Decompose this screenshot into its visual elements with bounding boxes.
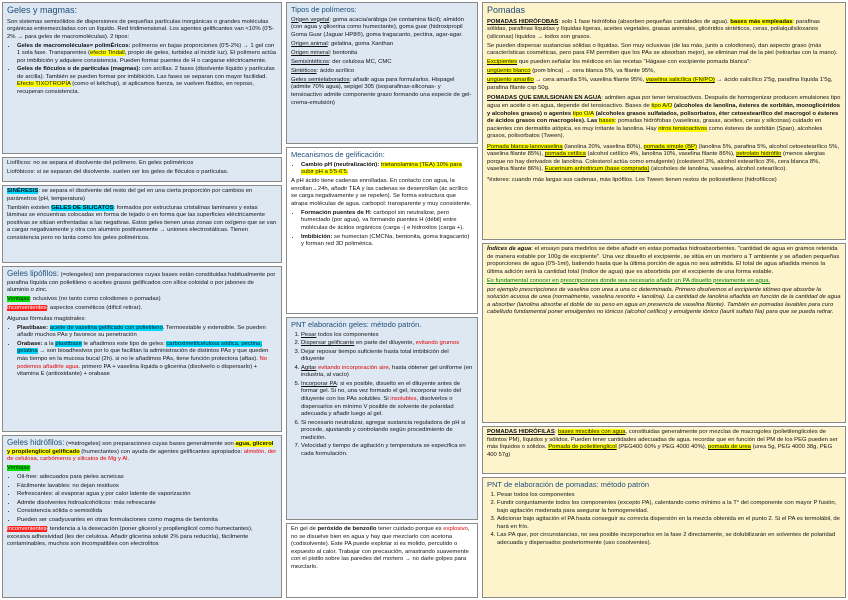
- geles-type-floculos: • Geles de flóculos o de partículas (magmas): con arcillas. 2 fases (disolvente líquido y partículas de arcilla). También se pueden formar por imbibición. Las fases se separan con mayor facilidad. Efecto TIXOTROPÍA (como el kétchup), si aplicamos fuerza, se vuelven fluidos, en reposo, recuperan consistencia.: [17, 66, 277, 96]
- hidrofilos-ventajas-label: Ventajas:: [7, 465, 32, 472]
- lipofilos-inconvenientes: Inconvenientes: aspectos cosméticos (difícil retirar).: [7, 305, 143, 312]
- peroxido-note-box: [286, 523, 478, 598]
- pomadas-box: [482, 2, 846, 240]
- lipofilos-ventajas: Ventajas: oclusivos (no tanto como colodiones o pomadas): [7, 296, 161, 303]
- pomadas-excipientes: Excipientes que pueden señalar los médicos en las recetas "Hágase con excipiente pomada blanca":: [487, 59, 751, 66]
- lipofilos-box: [2, 266, 282, 432]
- pnt-geles-step: 4. Agitar evitando incorporación aire, hasta obtener gel uniforme (en industria, al vacío): [301, 365, 473, 380]
- pomadas-title: Pomadas: [487, 5, 526, 15]
- pomadas-hidrofilas: POMADAS HIDRÓFILAS: bases miscibles con agua, constituidas generalmente por mezclas de macrogoles (polietilenglicoles de fistintos PM), líquidos y sólidos. Pueden tener cantidades adecuadas de agua. recordar que en función del PM de los PEG pueden ser más líquidos o sólidos. Pomada de polietilenglicol (PEG400 60% y PEG 4000 40%), pomada de urea (urea 5g, PEG 4000 38g, PEG 400 57g): [487, 429, 838, 458]
- hidrofilos-box: [2, 435, 282, 598]
- pnt-pomadas-step: 2. Fundir conjuntamente todos los componentes (excepto PA), calentando como mínimo a la T° del componente con mayor P fusión, bajo agitación moderada para asegurar la homogeneidad.: [497, 500, 841, 515]
- unguento-blanco: ungüento blanco (pom blnca) → cera blanca 5%, va filante 95%,: [487, 68, 655, 75]
- liofilicos-line: Liofílicos: no se separa el disolvente del polímero. En geles poliméricos: [7, 160, 194, 166]
- mecanismo-puentes-h: • Formación puentes de H: carbopol sin neutralizar, pero humectado (por agua), va formando puentes H (débil) entre moléculas de ácidos orgánicos (carga -) e hidroxilos (carga +).: [301, 210, 473, 233]
- polimero-line: Origen animal: gelatina, goma Xanthan: [291, 40, 394, 47]
- pomadas-esteres-note: *ésteres: cuando más largas sus cadenas, más lipófilos. Los Tween tienen restos de polioxietileno (hidrofílicos): [487, 176, 777, 183]
- mecanismo-ph: • Cambio pH (neutralización): trietanolamina (TEA) 10% para subir pH a 5'5-6'5.: [301, 162, 473, 177]
- mecanismos-para: A pH ácido tiene cadenas enrolladas. En contacto con agua, la enrollan→24h, añadir TEA y las cadenas se desenrollan (ác acrílico se carga negativamente y se repelen). Se forma estructura que atrapa moléculas de agua. carbopol: transparente y muy consistente.: [291, 178, 472, 207]
- pnt-geles-step: 5. Incorporar PA: si es posible, disuelto en el diluyente antes de formar gel. Si no, una vez formado el gel, incorporar resto del diluyente con los PAs solubles. Si insolubles, disolverlos o dispersarlos en mínimo V posible de solvente de polaridad adecuada y añadir luego al gel.: [301, 381, 473, 419]
- mecanismos-box: [286, 147, 478, 314]
- mecanismos-list-1: [291, 162, 473, 177]
- pnt-geles-step: 7. Velocidad y tiempo de agitación y temperatura se especifica en cada formulación.: [301, 443, 473, 458]
- pomadas-dispersion: Se pueden dispersar sustancias sólidas o líquidas. Son muy oclusivas (de las más, junto a colodiones), dan aspecto graso (más características cosméticas, pero para FM permiten que los PAs se absorban mejor), se eliminan mal de la piel (retirarlas con la mano).: [487, 42, 838, 57]
- hidrofilos-ventaja: • Consistencia sólida o semisólida: [17, 508, 277, 516]
- polimero-line: Semisintéticos: der celulosa MC, CMC: [291, 58, 392, 65]
- polimero-line: Geles semielaborados: añadir agua para formularlos. Hispagel (admite 70% agua), sepigel 305 (isoparafinas-siliconas- y tensioactivo admite componente graso formando una especie de gel-crema-emulsión): [291, 76, 472, 106]
- hidrofilos-ventaja: • Refrescantes: al evaporar agua y por calor latente de vaporización: [17, 491, 277, 499]
- pomadas-lanolina: Pomada blanca-lanovaselina (lanolina 20%, vaselina 80%), pomada simple (BP) (lanolina 5%, parafina 5%, alcohol cetoestearílico 5%, vaselina filante 85%), pomada cetílica (alcohol cetílico 4%, lanolina 10%, vaselina filante 86%), petrolato hidrófilo (menos alergias porque no hay derivados de lanolina. Colesterol actúa como emulgente) (colesterol 3%, alcohol estearílico 3%, cera blanca 8%, vaselina filante 86%), Eucerinum anhidricum (base comprada) (alcoholes de lanolina, vaselina, alcohol cetearílico).: [487, 143, 840, 173]
- geles-magmas-box: [2, 2, 282, 154]
- polimero-line: Sintéticos: ácido acrílico: [291, 67, 355, 74]
- polimeros-title: Tipos de polímeros:: [291, 5, 357, 14]
- geles-intro: Son sistemas semisólidos de dispersiones de pequeñas partículas inorgánicas o grandes moléculas orgánicas entremezcladas con un líquido. Red tridimensional. Los agentes gelificantes van <10% (0'5-2% → para geles de macromoléculas). 2 tipos:: [7, 18, 274, 40]
- lipofilos-formulas: Algunas fórmulas magistrales:: [7, 315, 86, 322]
- pnt-geles-step: 3. Dejar reposar tiempo suficiente hasta total imbibición del diluyente: [301, 349, 473, 364]
- unguento-amarillo: ungüento amarillo → cera amarilla 5%, vaselina filante 95%, vaselina salicílica (FN/PO) → ácido salicílico 2'5g, parafina líquida 1'5g, parafina filante csp 50g.: [487, 77, 833, 91]
- lipofilos-intro: Geles lipófilos: (=oleogeles) son preparaciones cuyas bases están constituidas habitualmente por parafina líquida con polietileno o aceites grasos gelificados con sílice coloidal o por jabones de aluminio o zinc.: [7, 269, 276, 294]
- polimero-line: Origen vegetal: goma acacia/arábiga (se contamina fácil); almidón (con agua y glicerina como humectante), goma guar (hidroxipropil Goma Guar (Jaguar HP8®), goma tragacanto, pectina, agar-agar.: [291, 16, 464, 38]
- indices-para-1: Índices de agua: el ensayo para medirlos se debe añadir en estas pomadas hidroabsorbentes. "cantidad de agua en gramos retenida de manera estable por 100g de excipiente". Una vez disuelto el excipiente, se sitúa en un mortero a T ambiente y se añaden pequeñas proporciones de agua (0'5-1ml), batiendo hasta que la última porción de agua no sea admitida. El total de agua añadida menos la última adición será la cantidad total (índice de agua) que es absorbida por el excipiente de una forma estable.: [487, 246, 840, 275]
- pnt-pomadas-steps: [487, 492, 841, 548]
- geles-type-macromoleculas: • Geles de macromoléculas= polimÉricos: polímeros en bajas proporciones (0'5-2%) → 1 gel con 1 sola fase. Transparentes (efecto Tindall, propio de geles, turbidez al incidir luz). El polímero actúa por imbibición y adquiere consistencia. Pueden formar puentes de H o cargarse eléctricamente.: [17, 43, 277, 66]
- pomadas-hidrofobas: POMADAS HIDRÓFOBAS: solo 1 fase hidrófoba (absorben pequeñas cantidades de agua). bases más empleadas: parafinas sólidas, parafinas líquidas y líquidas ligeras, aceites vegetales, grasas animales, glicéridos sintéticos, ceras, polialquilsiloxanos (siliconas) líquidos → todos son grasos.: [487, 18, 821, 40]
- hidrofilos-ventaja: • Oil-free: adecuados para pieles acneicas: [17, 474, 277, 482]
- plastibase-item: • Plastibase: aceite de vaselina gelificado con polietileno. Termoestable y extensible. Se pueden añadir muchos PAs y favorece su penetración: [17, 325, 277, 340]
- pnt-geles-step: 6. Si necesario neutralizar, agregar sustancia reguladora de pH si procede, ajustando y controlando según procedimiento de medición.: [301, 420, 473, 443]
- pnt-pomadas-step: 1. Pesar todos los componentes: [497, 492, 841, 500]
- mecanismos-title: Mecanismos de gelificación:: [291, 150, 385, 159]
- polimero-line: Origen mineral: bentonita: [291, 49, 358, 56]
- pnt-pomadas-step: 3. Adicionar bajo agitación el PA hasta conseguir su correcta dispersión en la mezcla obtenida en el punto 2. Si el PA es termolábil, de hará en frío.: [497, 516, 841, 531]
- sineresis-text: SINÉRESIS: se separa el disolvente del resto del gel en una cierta proporción por cambios en parámetros (pH, temperatura): [7, 188, 253, 202]
- pnt-geles-title: PNT elaboración geles: método patrón.: [291, 320, 422, 329]
- orabase-item: • Orabase: a la plastibase le añadimos este tipo de geles: carboximetilcelulosa sódica, pectina, gelatina → son bioadhesivos por lo que facilitan la administración de distintos PAs y que queden más tiempo en la mucosa bucal (2h). si no le añadimos PAs, tiene función protectora (aftas). No podemos añadirle agua. primero PA + vaselina líquida o glicerina (disolverlo o dispersarlo) + vitamina E (antioxidante) + orabase: [17, 341, 277, 379]
- hidrofilos-ventajas-list: [7, 474, 277, 524]
- pnt-pomadas-box: [482, 477, 846, 598]
- pnt-pomadas-step: 4. Las PA que, por circunstancias, no sea posible incorporarlos en la fase 2 directamente, se dolubilizarán en solventes de polaridad adecuada y dispersados posteriormente (uso cosolventes).: [497, 532, 841, 547]
- geles-types-list: [7, 43, 277, 97]
- liofobicos-line: Liofóbicos: si se separan del disolvente. suelen ser los geles de flóculos o partículas.: [7, 169, 229, 176]
- hidrofilos-ventaja: • Pueden ser coadyuvantes en otras formulaciones como magma de bentonita: [17, 517, 277, 525]
- hidrofilos-inconvenientes: Inconvenientes: tendencia a la desecación (poner glicerol y propilenglicol como humectantes), excesiva adhesividad (les der celulosa. Añadir glicerina soluté 2% para reducirla), fácilmente contaminables, muchos son incompatibles con electrolitos: [7, 525, 253, 548]
- pnt-geles-step: 2. Dispersar gelificante en parte del diluyente, evitando grumos: [301, 340, 473, 348]
- pnt-pomadas-title: PNT de elaboración de pomadas: método patrón: [487, 480, 650, 489]
- hidrofilos-ventaja: • Fácilmente lavables: no dejan residuos: [17, 483, 277, 491]
- geles-title: Geles y magmas:: [7, 5, 78, 15]
- indices-para-3: por ejemplo prescripciones de vaselina con urea a una cc determinada. Primero disolvemos el excipiente idóneo que absorbe la solución acuosa de urea (normalmente, vaselina resorito + lanolina). La cantidad de lanolina añadida en función de la cantidad de agua a absorber (lanolina absorbe el doble de su peso en agua en presencia de vaselina filante). También en pomadas lavables para curo cabelludo fundamental poner emulgentes no iónicos (alcohol cetílico) y emulgente iónico (lauril sulfato Na) para que se pueda retirar.: [487, 286, 841, 316]
- liofilicos-box: [2, 157, 282, 182]
- tipos-polimeros-box: [286, 2, 478, 144]
- indices-agua-box: [482, 243, 846, 423]
- peroxido-note: En gel de peróxido de benzoílo tener cuidado porque es explosivo, no se disuelve bien en agua y hay que mezclarlo con acetona (codisolvente). Este PA puede explotar si es molido, percutido o expuesto al calor. Trabajar con precaución, arrastrando suavemente con el pistilo sobre las paredes del mortero → no darle golpes para mezclarlo.: [291, 526, 470, 570]
- hidrofilos-intro: Geles hidrófilos: (=hidrogeles) son preparaciones cuyas bases generalmente son agua, glicerol y propilenglicol gelificado (humectantes) con ayuda de agentes gelificantes apropiados: almidón, der de celulosa, carbómeros y silicatos de Mg y Al.: [7, 438, 277, 463]
- mecanismo-imbibicion: • Imbibición: se humectan (CMCNa, bentonita, goma tragacanto) y forman red 3D polimérica.: [301, 234, 473, 249]
- lipofilos-formulas-list: [7, 325, 277, 379]
- pomadas-emulsionan: POMADAS QUE EMULSIONAN EN AGUA: admiten agua por tener tensioactivos. Después de homogenizar producen emulsiones tipo agua en aceite o en agua, depende del tensioactivo. Bases de tipo A/O (alcoholes de lanolina, ésteres de sorbitán, monoglicéridos y alcoholes grasos) o agentes tipo O/A (alcoholes grasos sulfatados, polisorbatos, éter cetoestearílico del macrogol o ésteres de ácidos grasos con macrogoles). Las bases: pomadas hidrófobas (vaselinas, grasas, aceites, ceras y siliconas) cuidado en pacientes con dermatitis atópica, es muy irritante la lanolina. Hay otros tensioactivos como ésteres de sorbitán (Span), alcoholes grasos, polisorbatos (Tween).: [487, 95, 841, 140]
- mecanismos-list-2: [291, 210, 473, 249]
- pnt-geles-box: [286, 317, 478, 520]
- indices-para-2: Es fundamental conocer en prescripciones donde sea necesario añadir un PA disuelto previamente en agua.: [487, 277, 771, 284]
- pomadas-hidrofilas-box: [482, 426, 846, 474]
- sineresis-box: [2, 185, 282, 263]
- pnt-geles-step: 1. Pesar todos los componentes: [301, 332, 473, 340]
- silicatos-text: También existen GELES DE SILICATOS: formados por estructuras cristalinas laminares y estas láminas se encuentras colocadas en forma de tejado o en forma que las superficies eléctricamente positivas se sitúan enfrentadas a las negativas. Estos geles tienen unas zonas con oxígeno que se van a cargar negativamente y otra con aluminio positivamente → uniones electrostáticas. Tienen consistencia pero no tanta como los geles poliméricos.: [7, 204, 277, 241]
- pnt-geles-steps: [291, 332, 473, 459]
- hidrofilos-ventaja: • Admite disolventes hidroalcohólicos: más refrescante: [17, 500, 277, 508]
